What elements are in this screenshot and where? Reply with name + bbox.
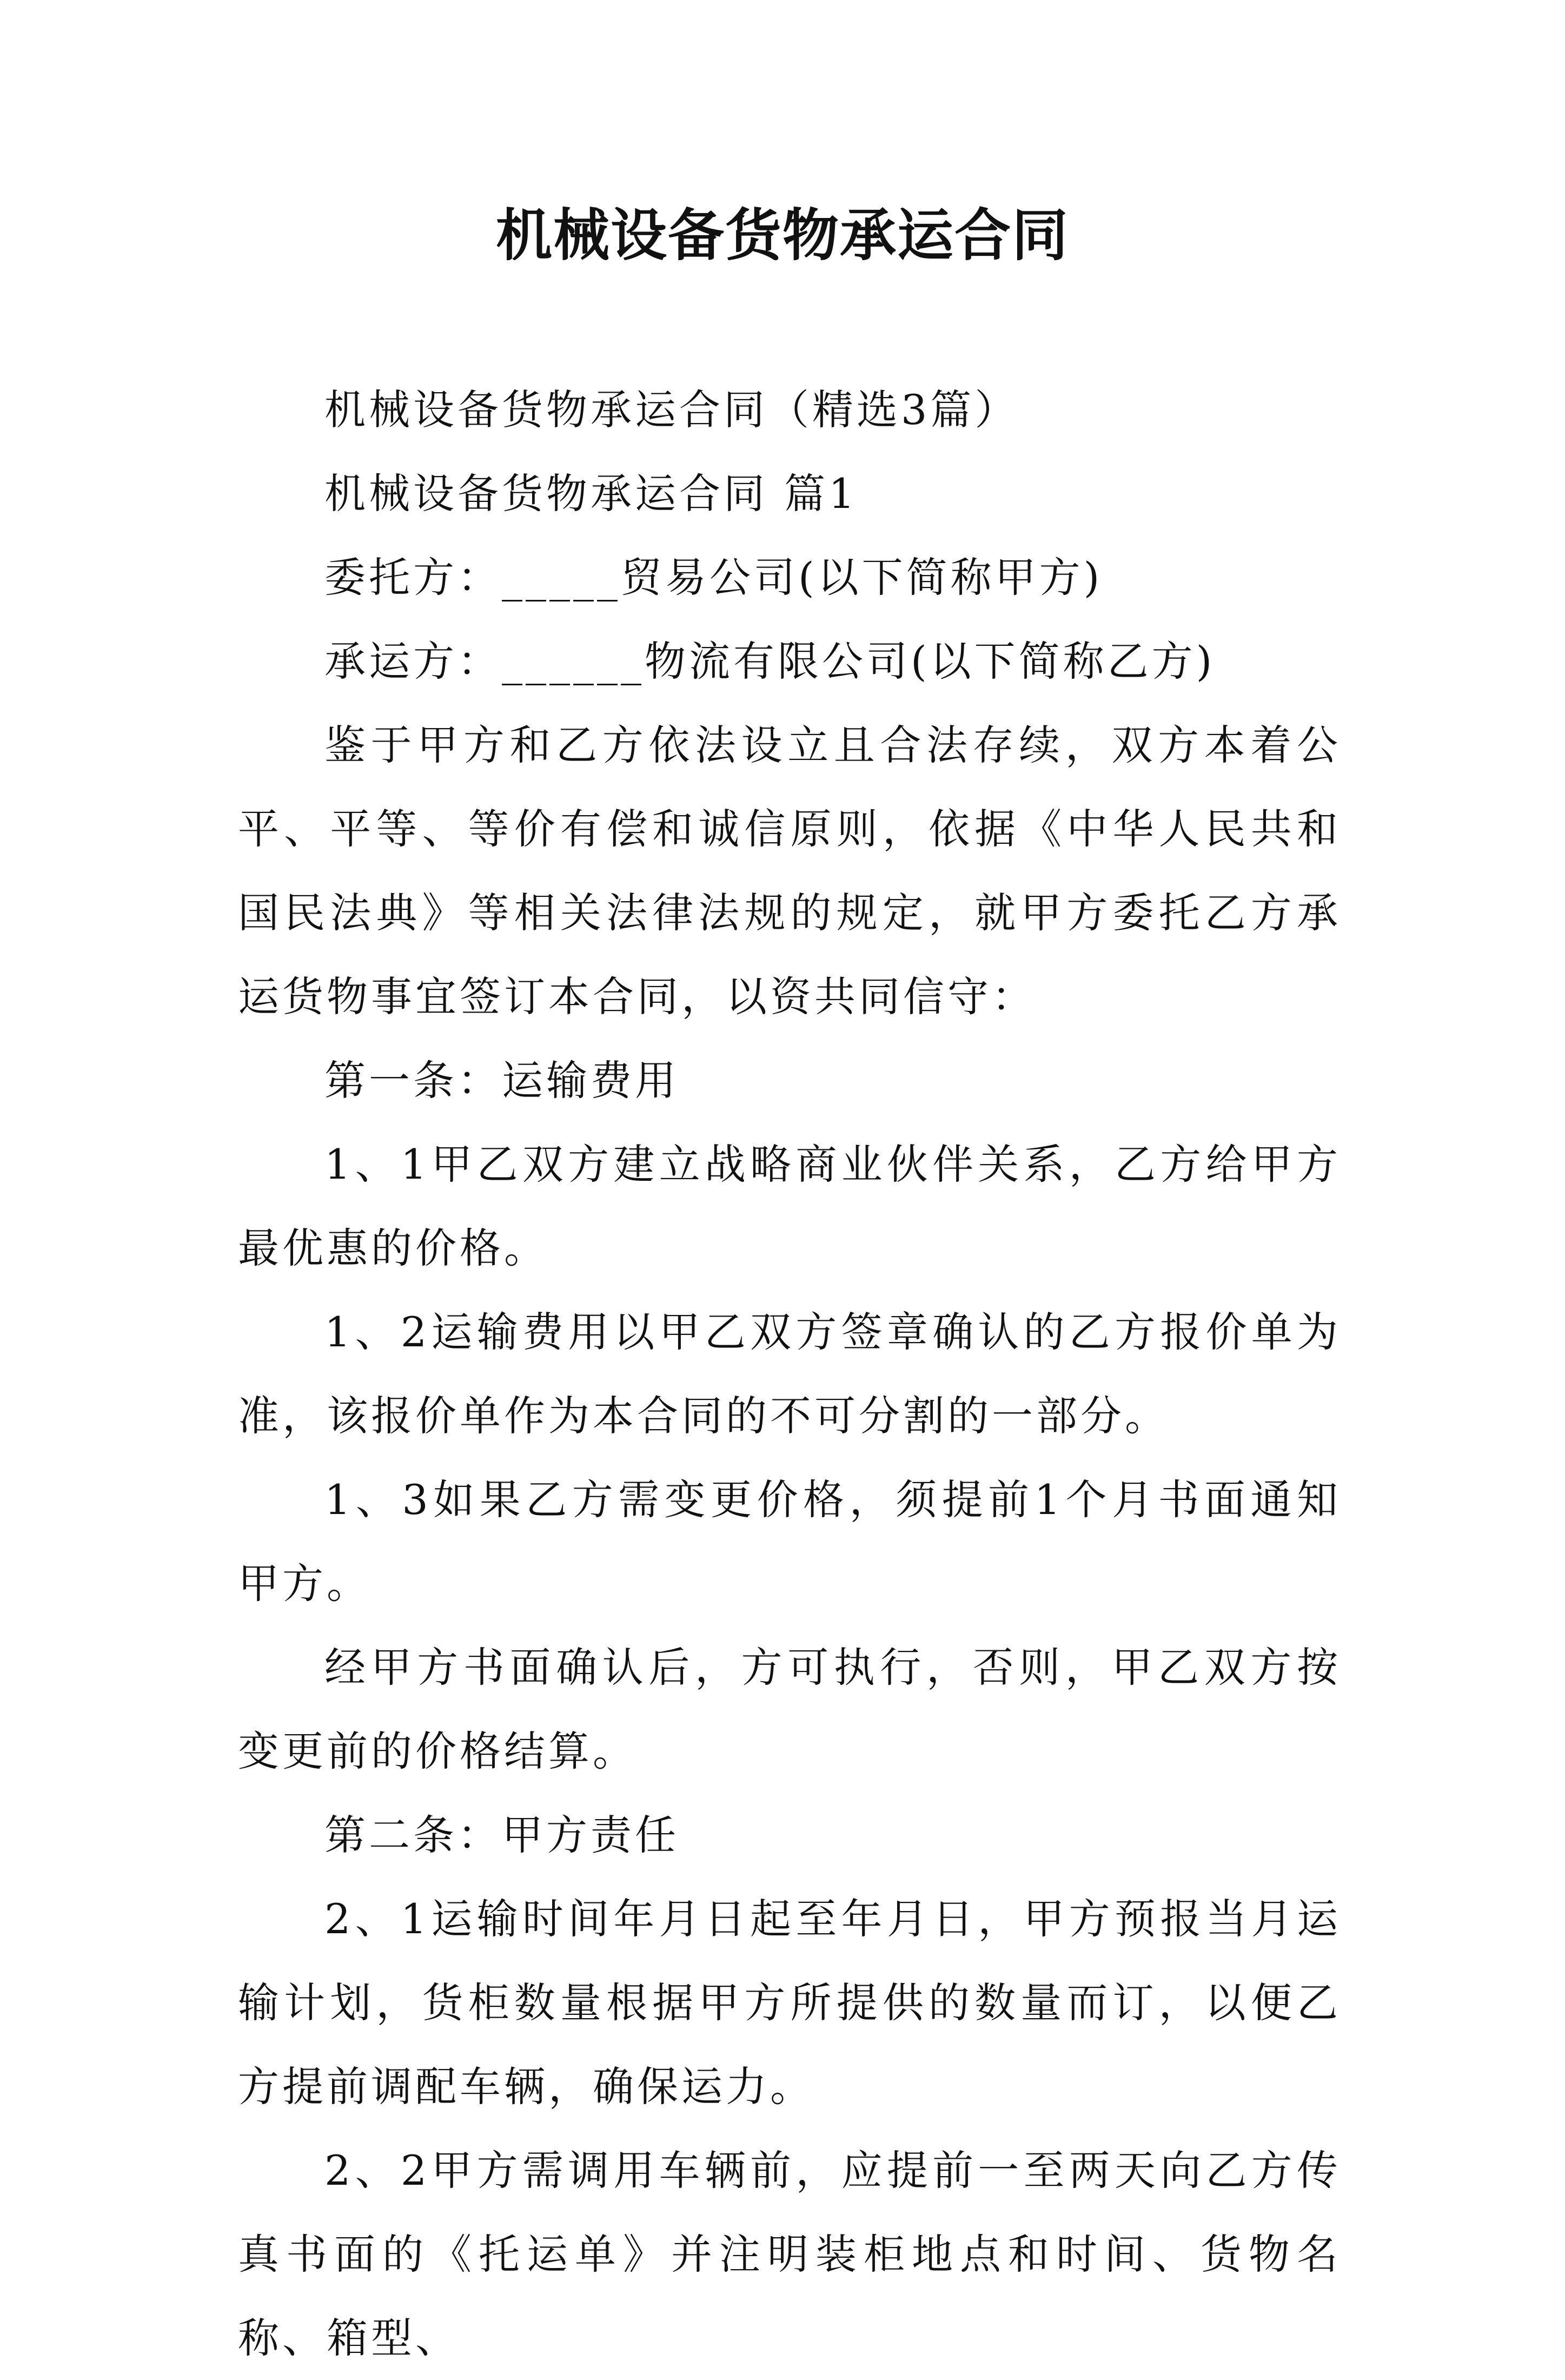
paragraph-carrier: 承运方：______物流有限公司(以下简称乙方) (324, 637, 1216, 685)
paragraph-clause-1-1: 1、1甲乙双方建立战略商业伙伴关系，乙方给甲方最优惠的价格。 (238, 1140, 1341, 1272)
paragraph-preamble: 鉴于甲方和乙方依法设立且合法存续，双方本着公平、平等、等价有偿和诚信原则，依据《中华人民共和国民法典》等相关法律法规的规定，就甲方委托乙方承运货物事宜签订本合同，以资共同信守： (238, 721, 1341, 1021)
paragraph-clause-2-1: 2、1运输时间年月日起至年月日，甲方预报当月运输计划，货柜数量根据甲方所提供的数量而订，以便乙方提前调配车辆，确保运力。 (238, 1895, 1341, 2111)
paragraph-subtitle: 机械设备货物承运合同（精选3篇） (324, 386, 1019, 434)
paragraph-article-1-heading: 第一条：运输费用 (324, 1056, 679, 1105)
paragraph-clause-1-3: 1、3如果乙方需变更价格，须提前1个月书面通知甲方。 (238, 1476, 1341, 1608)
document-title: 机械设备货物承运合同 (495, 202, 1069, 268)
paragraph-clause-1-3-cont: 经甲方书面确认后，方可执行，否则，甲乙双方按变更前的价格结算。 (238, 1643, 1341, 1775)
paragraph-consignor: 委托方：_____贸易公司(以下简称甲方) (324, 553, 1103, 601)
document-body (238, 368, 1341, 2380)
paragraph-section-heading: 机械设备货物承运合同 篇1 (324, 470, 858, 518)
paragraph-article-2-heading: 第二条：甲方责任 (324, 1811, 679, 1859)
paragraph-clause-2-2: 2、2甲方需调用车辆前，应提前一至两天向乙方传真书面的《托运单》并注明装柜地点和时间、货物名称、箱型、 (238, 2146, 1341, 2362)
paragraph-clause-1-2: 1、2运输费用以甲乙双方签章确认的乙方报价单为准，该报价单作为本合同的不可分割的一部分。 (238, 1308, 1341, 1440)
